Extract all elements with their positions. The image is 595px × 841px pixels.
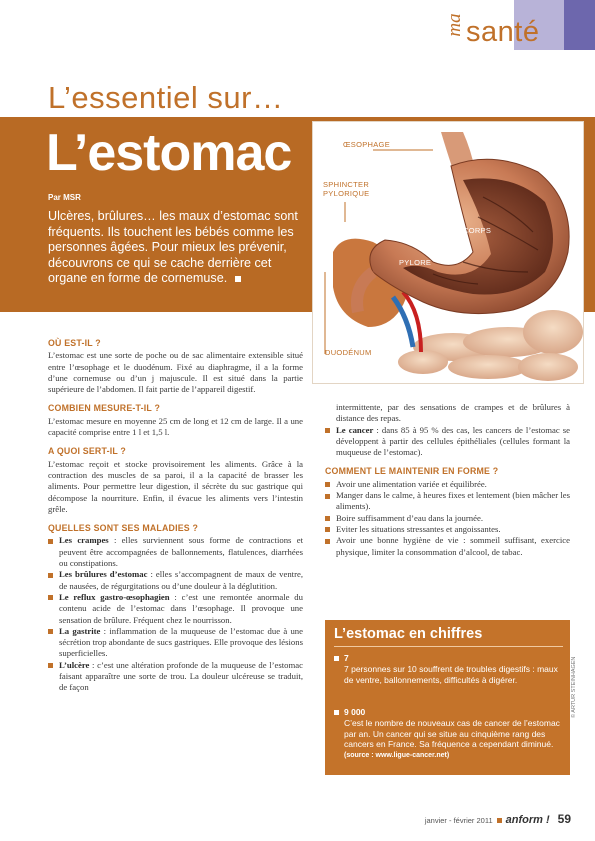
label-sphincter-2: PYLORIQUE xyxy=(323,189,370,198)
divider xyxy=(334,646,563,647)
intestines xyxy=(398,310,583,381)
list-item: Manger dans le calme, à heures fixes et lentement (bien mâcher les aliments). xyxy=(325,490,570,513)
intro-text: Ulcères, brûlures… les maux d’estomac sont fréquents. Ils touchent les bébés comme les personnes âgées. Pour mieux les prévenir, découvrons ce qui se cache derrière cet organe en forme de cornemuse. xyxy=(48,209,298,286)
section-prefix: ma xyxy=(444,13,465,37)
end-square-icon xyxy=(235,276,241,282)
label-corps: CORPS xyxy=(463,226,492,235)
figure-item xyxy=(334,653,562,685)
heading-sert: A QUOI SERT-IL ? xyxy=(48,446,126,457)
heading-ou: OÙ EST-IL ? xyxy=(48,338,101,348)
section-tag xyxy=(428,0,595,50)
figure-number: 7 xyxy=(334,653,562,664)
list-item: Les crampes : elles surviennent sous forme de contractions et peuvent être accompagnées de ballonnements, flatulences, diarrhées ou constipations. xyxy=(48,535,303,569)
list-item: Eviter les situations stressantes et angoissantes. xyxy=(325,524,570,535)
magazine-name: anform ! xyxy=(505,814,550,826)
list-item: La gastrite : inflammation de la muqueuse de l’estomac due à une sécrétion trop abondante de sucs gastriques. Elle provoque des lésions superficielles. xyxy=(48,626,303,660)
stomach-illustration xyxy=(312,121,584,384)
label-oesophage: ŒSOPHAGE xyxy=(343,140,390,149)
text-sert: L’estomac reçoit et stocke provisoirement les aliments. Grâce à la contraction des muscles de sa paroi, il a la capacité de brasser les aliments. Pour permettre leur digestion, il sécrète du suc gastrique qui décompose la nourriture. Enfin, il évacue les aliments vers l’intestin grêle. xyxy=(48,458,303,514)
figure-number: 9 000 xyxy=(334,707,562,718)
photo-credit: © ARTUR STEINHAGEN xyxy=(571,656,577,718)
forme-list xyxy=(325,479,570,558)
stomach-svg xyxy=(313,122,584,384)
byline: Par MSR xyxy=(48,193,81,202)
figures-box-title: L’estomac en chiffres xyxy=(334,626,483,642)
ulcer-continuation: intermittente, par des sensations de crampes et de brûlures à distance des repas. xyxy=(336,402,570,424)
label-pylore: PYLORE xyxy=(399,258,432,267)
figure-item xyxy=(334,707,562,762)
page-number: 59 xyxy=(557,812,571,826)
list-item: Boire suffisamment d’eau dans la journée. xyxy=(325,513,570,524)
article-title: L’estomac xyxy=(46,124,292,182)
heading-mesure: COMBIEN MESURE-T-IL ? xyxy=(48,403,161,414)
list-item: Avoir une bonne hygiène de vie : sommeil suffisant, exercice physique, limiter la consommation d’alcool, de tabac. xyxy=(325,535,570,558)
page-footer xyxy=(425,812,571,826)
label-duodenum: DUODÉNUM xyxy=(325,348,372,357)
list-item: Le cancer : dans 85 à 95 % des cas, les cancers de l’estomac se développent à partir des cellules épithéliales (cellules formant la muqueuse de l’estomac). xyxy=(325,425,570,459)
maladies-list xyxy=(48,535,303,693)
figure-text: C’est le nombre de nouveaux cas de cancer de l’estomac par an. Un cancer qui se situe au cinquième rang des cancers en France. Sa fréquence a cependant diminué. xyxy=(344,717,560,750)
figures-box xyxy=(325,620,570,775)
article-kicker: L’essentiel sur… xyxy=(48,80,284,115)
text-ou: L’estomac est une sorte de poche ou de sac alimentaire extensible situé entre l’œsophage et le duodénum. Fixé au diaphragme, il a la forme d’une cornemuse ou d’un j majuscule. Il est situé dans la partie supérieure de l’abdomen. Il fait partie de l’appareil digestif. xyxy=(48,350,303,395)
column-left xyxy=(48,338,303,694)
section-title: santé xyxy=(466,16,540,48)
list-item: Les brûlures d’estomac : elles s’accompagnent de maux de ventre, de nausées, de régurgitations ou d’une douleur à la déglutition. xyxy=(48,569,303,592)
footer-square-icon xyxy=(497,818,502,823)
text-mesure: L’estomac mesure en moyenne 25 cm de long et 12 cm de large. Il a une capacité comprise entre 1 l et 1,5 l. xyxy=(48,415,303,438)
cancer-list xyxy=(325,425,570,459)
figure-text: 7 personnes sur 10 souffrent de troubles digestifs : maux de ventre, ballonnements, difficultés à digérer. xyxy=(344,663,558,685)
list-item: Le reflux gastro-œsophagien : c’est une remontée anormale du contenu acide de l’estomac dans l’œsophage. Il provoque une sensation de brûlure. Fréquent chez le nourrisson. xyxy=(48,592,303,626)
article-intro xyxy=(48,209,303,287)
heading-maladies: QUELLES SONT SES MALADIES ? xyxy=(48,523,199,534)
list-item: Avoir une alimentation variée et équilibrée. xyxy=(325,479,570,490)
section-bar-dark xyxy=(564,0,595,50)
issue-date: janvier - février 2011 xyxy=(424,816,493,825)
figure-source: (source : www.ligue-cancer.net) xyxy=(344,752,450,760)
label-sphincter-1: SPHINCTER xyxy=(323,180,370,189)
column-right xyxy=(325,402,570,558)
heading-forme: COMMENT LE MAINTENIR EN FORME ? xyxy=(325,466,499,477)
list-item: L’ulcère : c’est une altération profonde de la muqueuse de l’estomac faisant apparaître une sorte de trou. La douleur ulcéreuse se traduit, de façon xyxy=(48,660,303,694)
